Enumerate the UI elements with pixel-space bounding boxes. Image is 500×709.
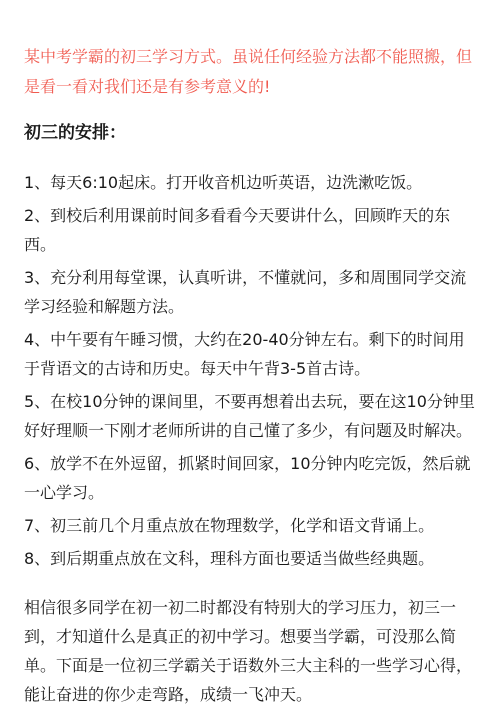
schedule-item-5: 5、在校10分钟的课间里，不要再想着出去玩，要在这10分钟里好好理顺一下刚才老师所讲的自己懂了多少，有问题及时解决。 — [24, 392, 475, 440]
schedule-list — [24, 168, 478, 573]
schedule-item-7: 7、初三前几个月重点放在物理数学，化学和语文背诵上。 — [24, 516, 435, 535]
schedule-item-1: 1、每天6:10起床。打开收音机边听英语，边洗漱吃饭。 — [24, 173, 423, 192]
closing-paragraph: 相信很多同学在初一初二时都没有特别大的学习压力，初三一到，才知道什么是真正的初中学习。想要当学霸，可没那么简单。下面是一位初三学霸关于语数外三大主科的一些学习心得，能让奋进的你少走弯路，成绩一飞冲天。 — [24, 598, 473, 704]
schedule-item-8: 8、到后期重点放在文科，理科方面也要适当做些经典题。 — [24, 549, 435, 568]
schedule-item-3: 3、充分利用每堂课，认真听讲，不懂就问，多和周围同学交流学习经验和解题方法。 — [24, 268, 467, 316]
intro-paragraph: 某中考学霸的初三学习方式。虽说任何经验方法都不能照搬，但是看一看对我们还是有参考意义的! — [24, 47, 473, 96]
section-heading: 初三的安排： — [24, 123, 126, 143]
schedule-item-4: 4、中午要有午睡习惯，大约在20-40分钟左右。剩下的时间用于背语文的古诗和历史。每天中午背3-5首古诗。 — [24, 330, 465, 378]
schedule-item-2: 2、到校后利用课前时间多看看今天要讲什么，回顾昨天的东西。 — [24, 206, 451, 254]
schedule-item-6: 6、放学不在外逗留，抓紧时间回家，10分钟内吃完饭，然后就一心学习。 — [24, 454, 471, 502]
